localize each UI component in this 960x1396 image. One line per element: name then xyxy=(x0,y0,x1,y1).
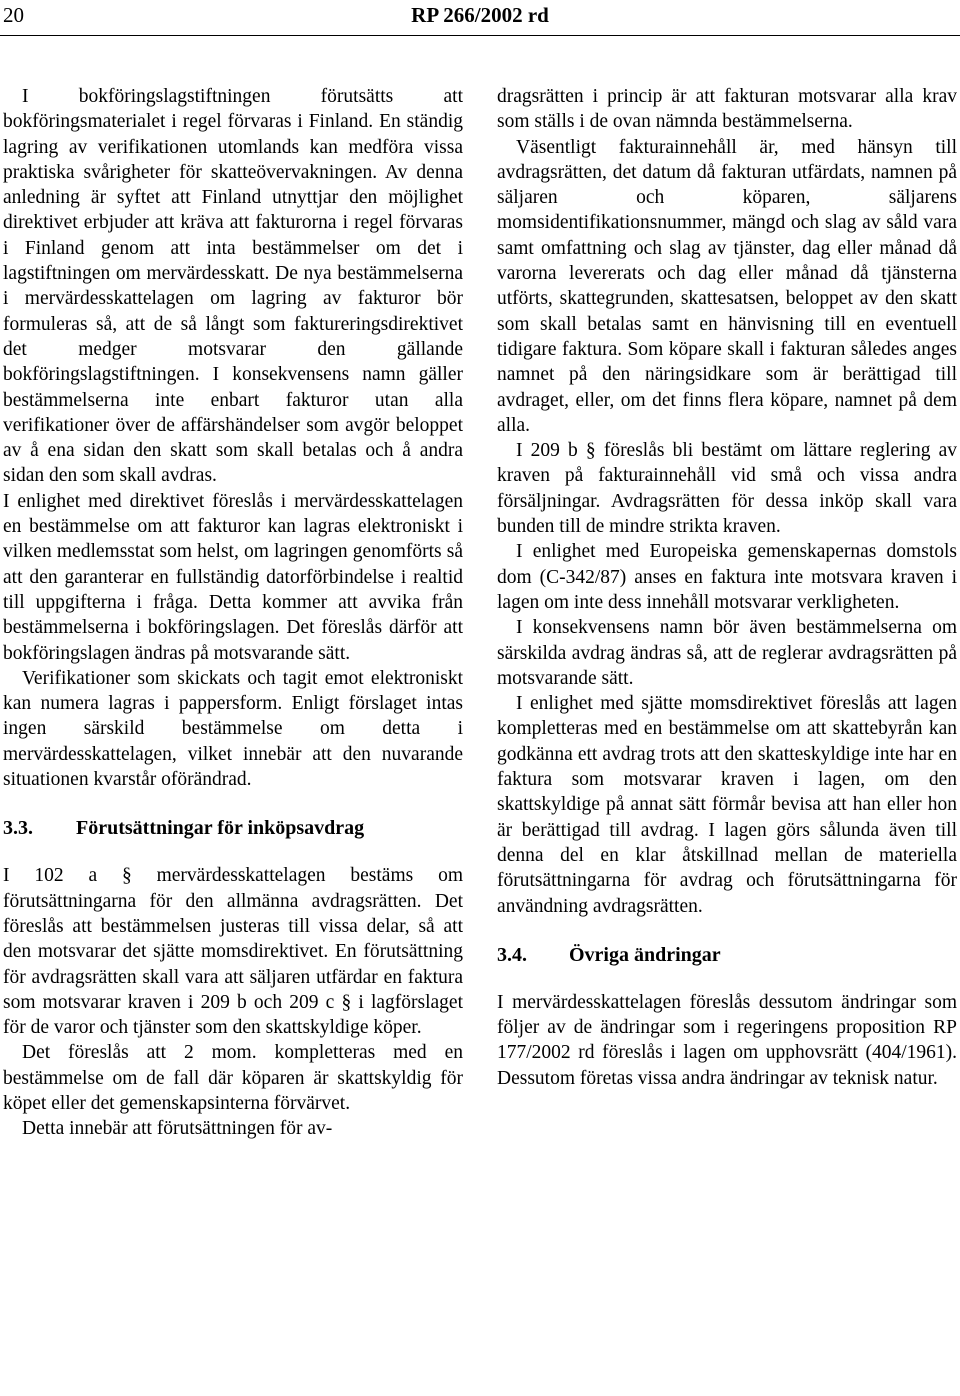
paragraph: Detta innebär att förutsättningen för av- xyxy=(22,1118,333,1140)
header-rule xyxy=(0,35,960,36)
paragraph: dragsrätten i princip är att fakturan motsvarar alla krav som ställs i de ovan nämnda bestämmelserna. xyxy=(497,86,957,133)
paragraph: I bokföringslagstiftningen förutsätts att bokföringsmaterialet i regel förvaras i Finland. En ständig lagring av verifikationen utomlands kan medföra vissa praktiska svårigheter för skatteövervakningen. Av denna anledning är syftet att Finland utnyttjar den möjlighet direktivet erbjuder att kräva att fakturorna i regel förvaras i Finland genom att inta bestämmelser om det i lagstiftningen om mervärdesskatt. De nya bestämmelserna i mervärdesskattelagen om lagring av fakturor bör formuleras så, att de så långt som faktureringsdirektivet det medger motsvarar den gällande bokföringslagstiftningen. I konsekvensens namn gäller bestämmelserna inte enbart fakturor utan alla verifikationer över de affärshändelser som avgör beloppet av å ena sidan den skatt som skall betalas och å andra sidan den som skall avdras. xyxy=(3,86,463,487)
paragraph: I enlighet med direktivet föreslås i mervärdesskattelagen en bestämmelse om att fakturor kan lagras elektroniskt i vilken medlemsstat som helst, om lagringen genomförts så att den garanterar en fullständig datorförbindelse i realtid till uppgifterna i fråga. Detta kommer att avvika från bestämmelserna i bokföringslagen. Det föreslås därför att bokföringslagen ändras på motsvarande sätt. xyxy=(3,490,463,664)
section-heading-3-3 xyxy=(3,816,463,841)
section-title: Förutsättningar för inköpsavdrag xyxy=(76,817,365,840)
paragraph: I enlighet med sjätte momsdirektivet föreslås att lagen kompletteras med en bestämmelse om att skattebyrån kan godkänna ett avdrag trots att den skatteskyldige inte har en faktura som motsvarar kraven i lagen, om den skattskyldige på annat sätt förmår bevisa att han eller hon är berättigad till avdrag. I lagen görs sålunda även till denna del en klar åtskillnad mellan de materiella förutsättningarna för avdrag och förutsättningarna för användning avdragsrätten. xyxy=(497,693,957,917)
section-number: 3.4. xyxy=(497,943,527,966)
section-number: 3.3. xyxy=(3,817,33,840)
paragraph: I 102 a § mervärdesskattelagen bestäms om förutsättningarna för den allmänna avdragsrätten. Det föreslås att bestämmelsen justeras till vissa delar, så att den motsvarar det sjätte momsdirektivet. En förutsättning för avdragsrätten skall vara att säljaren utfärdar en faktura som motsvarar kraven i 209 b och 209 c § i lagförslaget för de varor och tjänster som den skattskyldige köper. xyxy=(3,865,463,1039)
section-heading-3-4 xyxy=(497,943,957,968)
paragraph: Väsentligt fakturainnehåll är, med hänsyn till avdragsrätten, det datum då fakturan utfärdats, namnen på säljaren och köparen, säljarens momsidentifikationsnummer, mängd och slag av såld vara samt omfattning och slag av tjänster, dag eller månad då varorna levererats och dag eller månad då tjänsterna utförts, skattegrunden, skattesatsen, beloppet av den skatt som skall betalas samt en hänvisning till en eventuell tidigare faktura. Som köpare skall i fakturan således anges namnet på den näringsidkare som är berättigad till avdraget, eller, om det finns flera köpare, namnet på dem alla. xyxy=(497,136,957,436)
page-number: 20 xyxy=(3,3,24,27)
paragraph: I konsekvensens namn bör även bestämmelserna om särskilda avdrag ändras så, att de reglerar avdragsrätten på motsvarande sätt. xyxy=(497,617,957,689)
paragraph: Verifikationer som skickats och tagit emot elektroniskt kan numera lagras i pappersform. Enligt förslaget intas ingen särskild bestämmelse om detta i mervärdesskattelagen, vilket innebär att den nuvarande situationen kvarstår oförändrad. xyxy=(3,667,463,791)
left-column xyxy=(3,84,463,1142)
document-reference: RP 266/2002 rd xyxy=(411,3,549,27)
paragraph: Det föreslås att 2 mom. kompletteras med en bestämmelse om de fall där köparen är skattskyldig för köpet eller det gemenskapsinterna förvärvet. xyxy=(3,1042,463,1114)
paragraph: I mervärdesskattelagen föreslås dessutom ändringar som följer av de ändringar som i regeringens proposition RP 177/2002 rd föreslås i lagen om upphovsrätt (404/1961). Dessutom företas vissa andra ändringar av teknisk natur. xyxy=(497,991,957,1089)
page-header xyxy=(0,0,960,36)
paragraph: I enlighet med Europeiska gemenskapernas domstols dom (C-342/87) anses en faktura inte motsvara kraven i lagen om inte dess innehåll motsvarar verkligheten. xyxy=(497,541,957,613)
section-title: Övriga ändringar xyxy=(569,943,721,966)
right-column xyxy=(497,84,957,1091)
paragraph: I 209 b § föreslås bli bestämt om lättare reglering av kraven på fakturainnehåll vid små och vissa andra försäljningar. Avdragsrätten för dessa inköp skall vara bunden till de mindre strikta kraven. xyxy=(497,440,957,538)
